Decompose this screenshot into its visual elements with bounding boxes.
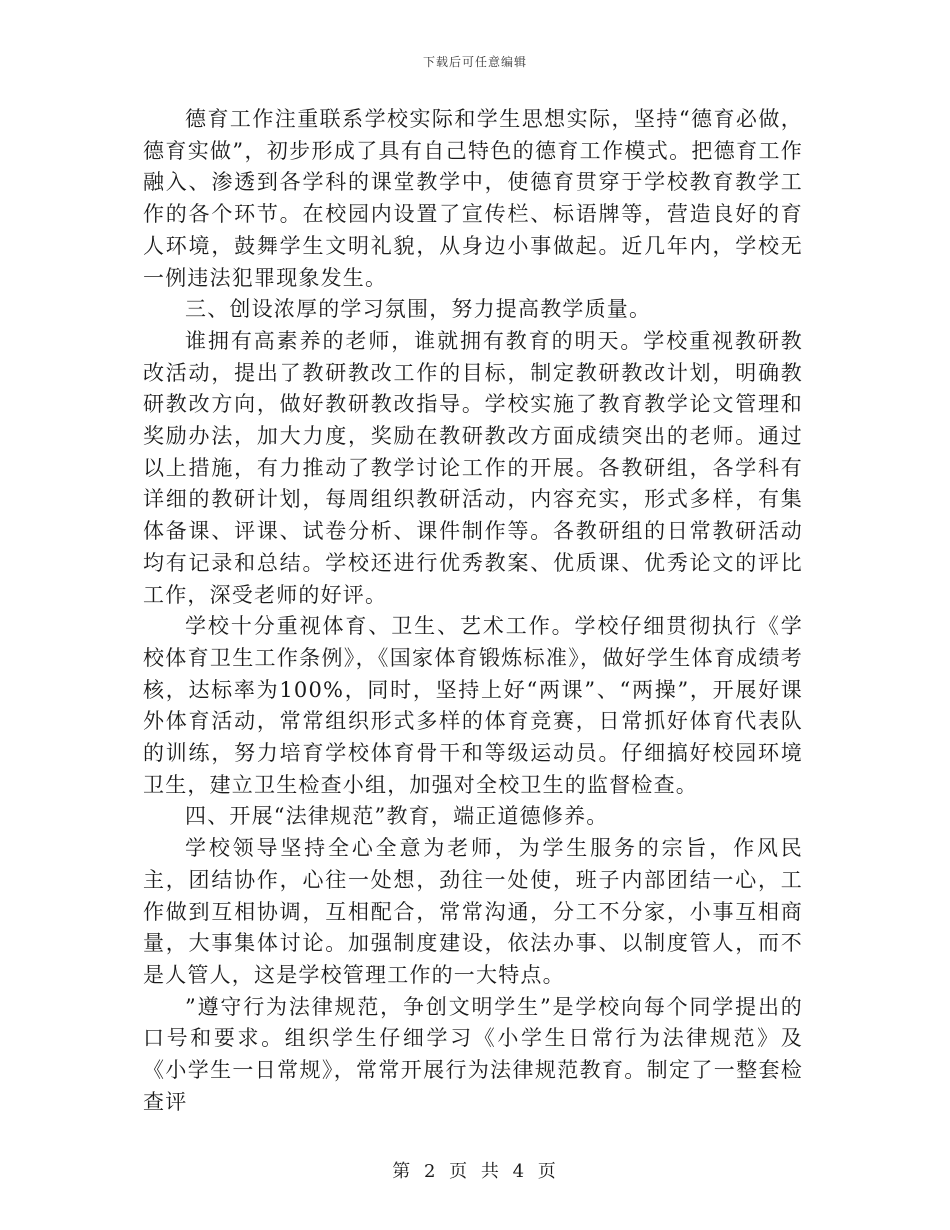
page-number-footer: 第 2 页 共 4 页	[392, 1161, 558, 1182]
document-body	[143, 104, 803, 1119]
paragraph-teaching-research: 谁拥有高素养的老师，谁就拥有教育的明天。学校重视教研教改活动，提出了教研教改工作的目标，制定教研教改计划，明确教研教改方向，做好教研教改指导。学校实施了教育教学论文管理和奖励办法，加大力度，奖励在教研教改方面成绩突出的老师。通过以上措施，有力推动了教学讨论工作的开展。各教研组，各学科有详细的教研计划，每周组织教研活动，内容充实，形式多样，有集体备课、评课、试卷分析、课件制作等。各教研组的日常教研活动均有记录和总结。学校还进行优秀教案、优质课、优秀论文的评比工作，深受老师的好评。	[143, 328, 803, 607]
section-heading-three: 三、创设浓厚的学习氛围，努力提高教学质量。	[185, 297, 652, 322]
paragraph-leadership: 学校领导坚持全心全意为老师，为学生服务的宗旨，作风民主，团结协作，心往一处想，劲往一处使，班子内部团结一心，工作做到互相协调，互相配合，常常沟通，分工不分家，小事互相商量，大事集体讨论。加强制度建设，依法办事、以制度管人，而不是人管人，这是学校管理工作的一大特点。	[143, 836, 803, 987]
page-header: 下载后可任意编辑	[422, 55, 527, 69]
paragraph-sports-health: 学校十分重视体育、卫生、艺术工作。学校仔细贯彻执行《学校体育卫生工作条例》，《国家体育锻炼标准》，做好学生体育成绩考核，达标率为100%，同时，坚持上好“两课”、“两操”，开展好课外体育活动，常常组织形式多样的体育竞赛，日常抓好体育代表队的训练，努力培育学校体育骨干和等级运动员。仔细搞好校园环境卫生，建立卫生检查小组，加强对全校卫生的监督检查。	[143, 614, 803, 797]
section-heading-four: 四、开展“法律规范”教育，端正道德修养。	[185, 804, 609, 829]
paragraph-moral-education: 德育工作注重联系学校实际和学生思想实际，坚持“德育必做，德育实做”，初步形成了具有自己特色的德育工作模式。把德育工作融入、渗透到各学科的课堂教学中，使德育贯穿于学校教育教学工作的各个环节。在校园内设置了宣传栏、标语牌等，营造良好的育人环境，鼓舞学生文明礼貌，从身边小事做起。近几年内，学校无一例违法犯罪现象发生。	[143, 107, 803, 290]
paragraph-behavior-norms: ”遵守行为法律规范，争创文明学生”是学校向每个同学提出的口号和要求。组织学生仔细学习《小学生日常行为法律规范》及《小学生一日常规》，常常开展行为法律规范教育。制定了一整套检查评	[143, 994, 803, 1114]
